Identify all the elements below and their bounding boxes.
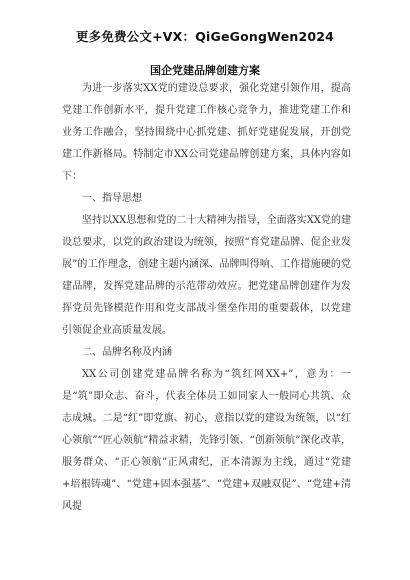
document-body	[62, 78, 351, 518]
section-paragraph-brand-name: XX公司创建党建品牌名称为“筑红网XX+”，意为：一是“筑”即众志、奋斗，代表全体员工如同家人一般同心共筑、众志成城。二是“红”即党旗、初心，意指以党的建设为统领，以“红心领航”“匠心领航”精益求精，先锋引领、“创新领航”深化改革，服务群众、“正心领航”正风肃纪，正本清源为主线，通过“党建+培根铸魂”、“党建+固本强基”、“党建+双融双促”、“党建+清风提	[62, 369, 351, 512]
document-title: 国企党建品牌创建方案	[150, 64, 260, 77]
intro-paragraph: 为进一步落实XX党的建设总要求，强化党建引领作用，提高党建工作创新水平，提升党建工作核心竞争力，推进党建工作和业务工作融合，坚持围绕中心抓党建、抓好党建促发展，开创党建工作新格局。特制定市XX公司党建品牌创建方案，具体内容如下：	[62, 83, 351, 182]
promo-header: 更多免费公文+VX：QiGeGongWen2024	[75, 29, 335, 44]
section-paragraph-guiding-ideology: 坚持以XX思想和党的二十大精神为指导，全面落实XX党的建设总要求，以党的政治建设为统领，按照“育党建品牌、促企业发展”的工作理念，创建主题内涵深、品牌叫得响、工作措施硬的党建品牌，发挥党建品牌的示范带动效应。把党建品牌创建作为发挥党员先锋模范作用和党支部战斗堡垒作用的重要载体，以党建引领促企业高质量发展。	[62, 215, 351, 336]
section-heading-guiding-ideology: 一、指导思想	[82, 193, 142, 204]
section-heading-brand-name: 二、品牌名称及内涵	[82, 347, 172, 358]
